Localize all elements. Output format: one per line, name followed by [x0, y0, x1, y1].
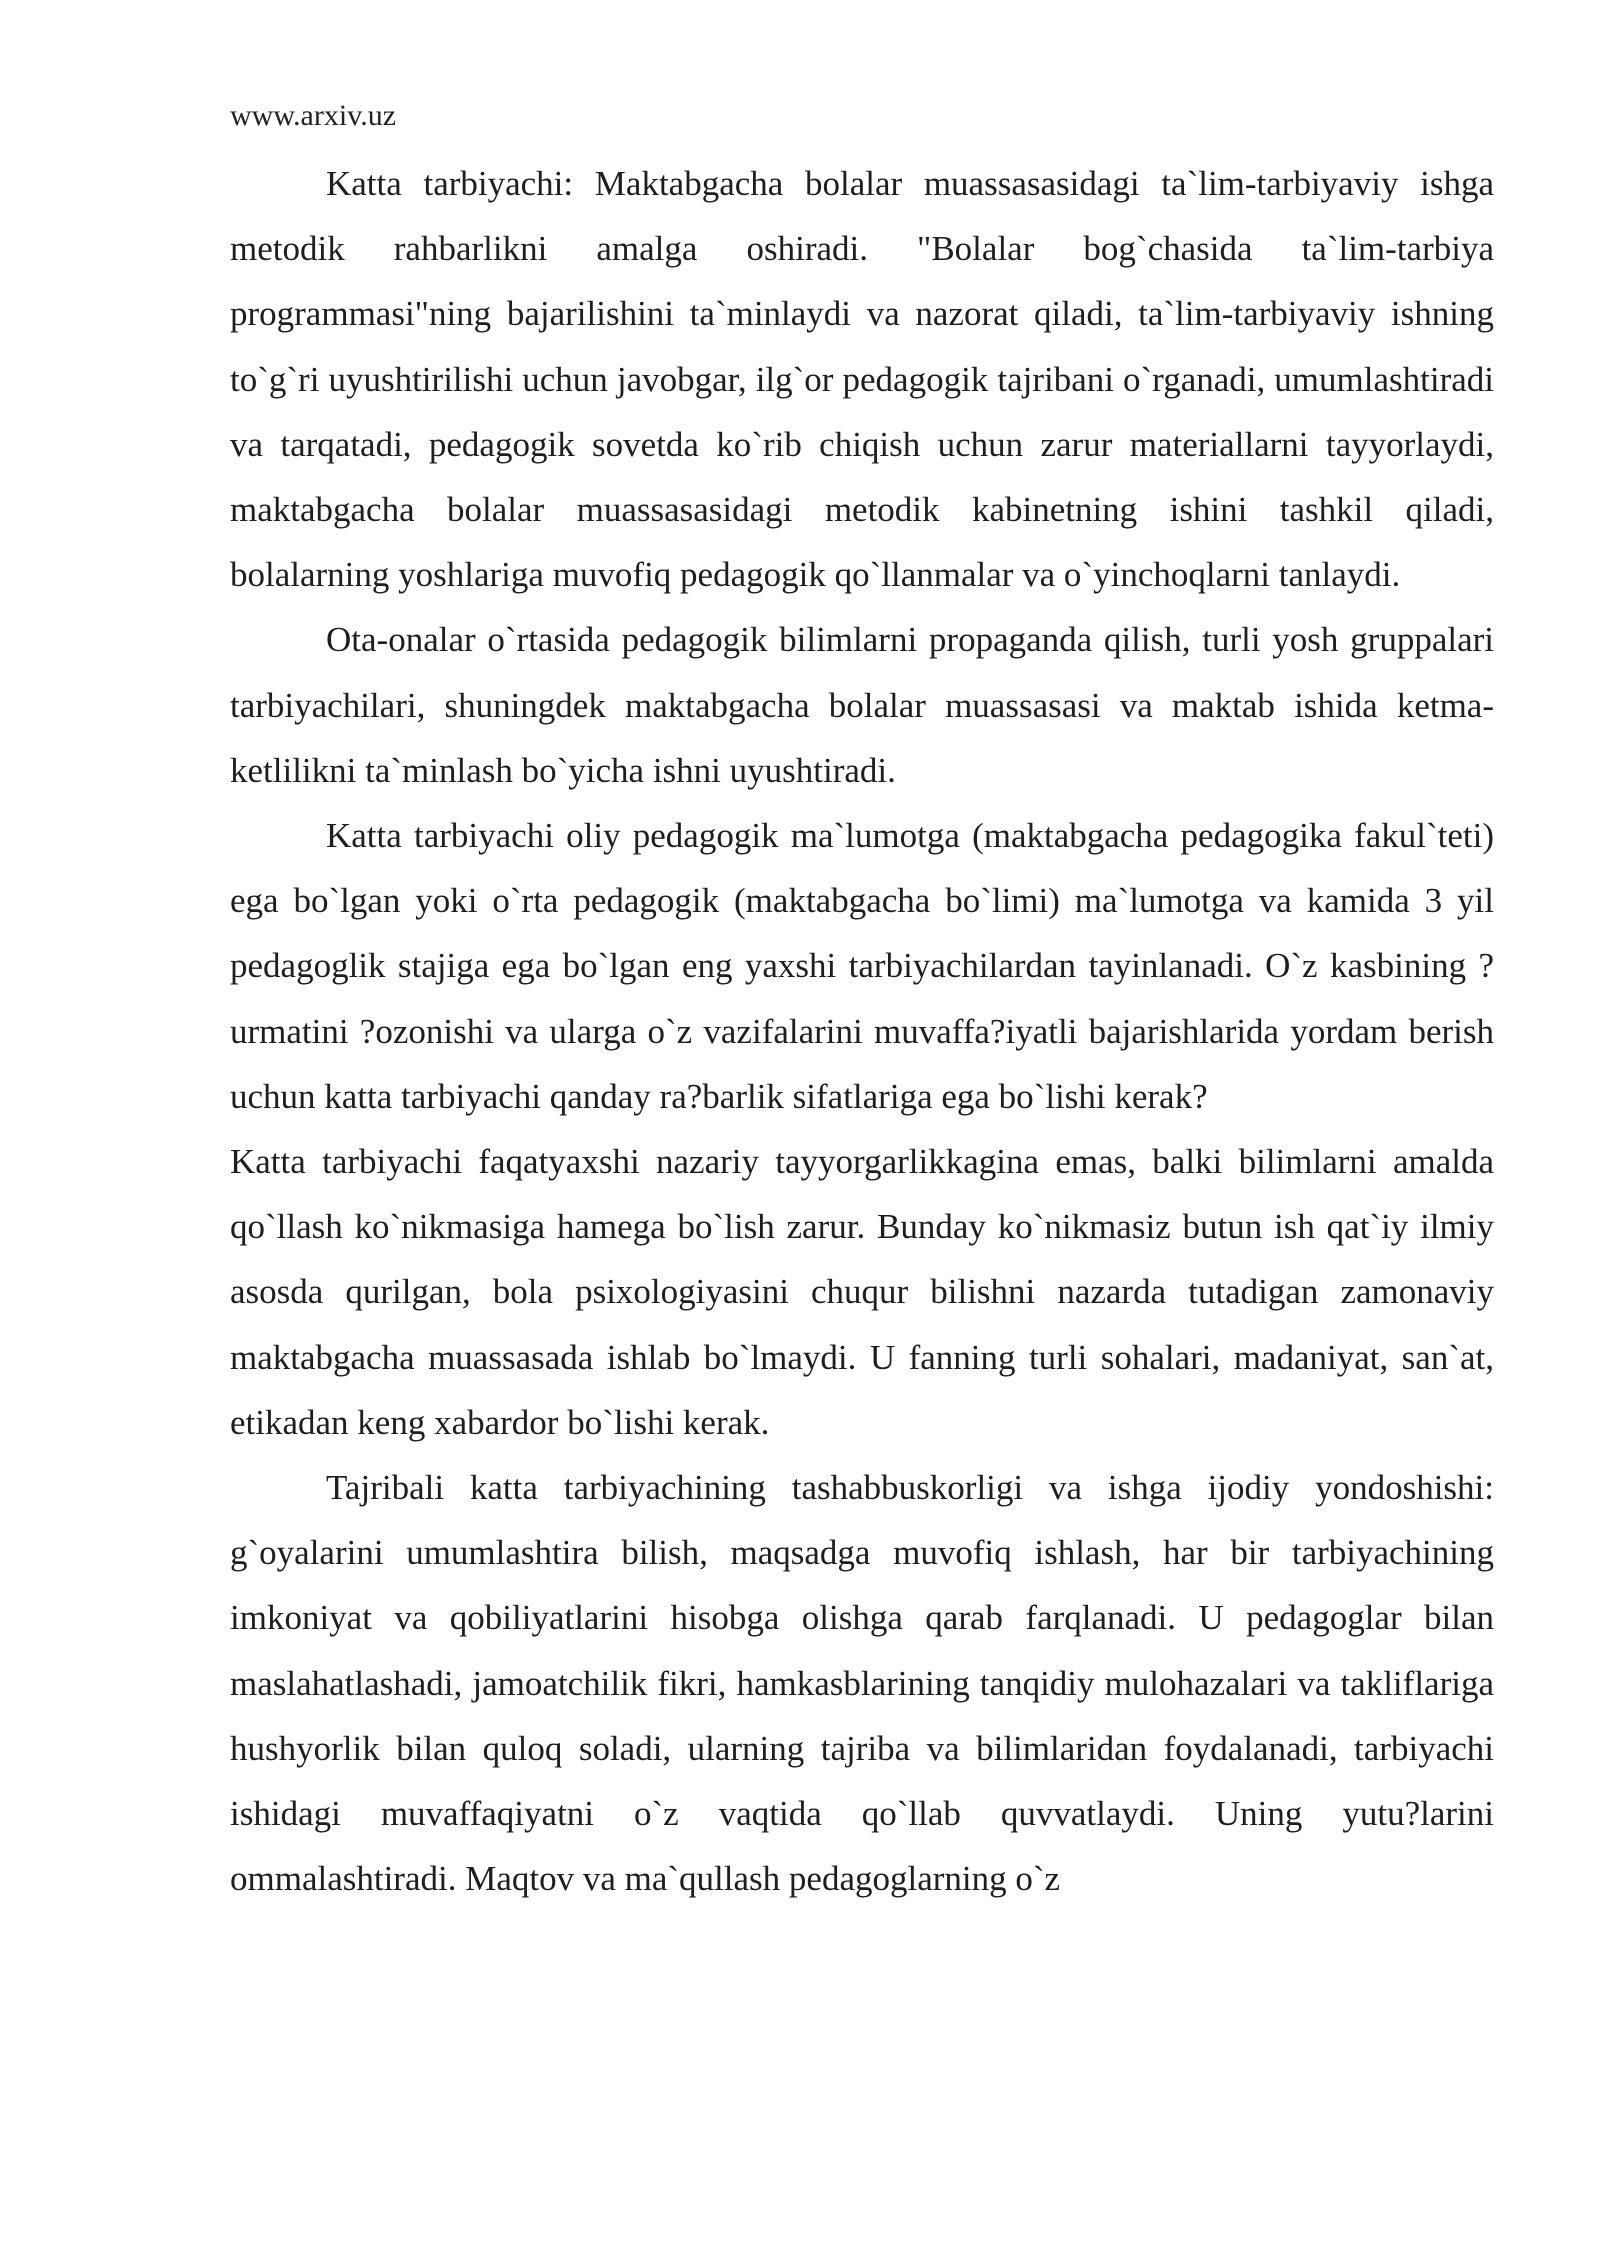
paragraph-1: Katta tarbiyachi: Maktabgacha bolalar muassasasidagi ta`lim-tarbiyaviy ishga metodik rahbarlikni amalga oshiradi. "Bolalar bog`chasida ta`lim-tarbiya programmasi"ning bajarilishini ta`minlaydi va nazorat qiladi, ta`lim-tarbiyaviy ishning to`g`ri uyushtirilishi uchun javobgar, ilg`or pedagogik tajribani o`rganadi, umumlashtiradi va tarqatadi, pedagogik sovetda ko`rib chiqish uchun zarur materiallarni tayyorlaydi, maktabgacha bolalar muassasasidagi metodik kabinetning ishini tashkil qiladi, bolalarning yoshlariga muvofiq pedagogik qo`llanmalar va o`yinchoqlarni tanlaydi.	[230, 164, 1494, 595]
paragraph-5: Tajribali katta tarbiyachining tashabbuskorligi va ishga ijodiy yondoshishi: g`oyalarini umumlashtira bilish, maqsadga muvofiq ishlash, har bir tarbiyachining imkoniyat va qobiliyatlarini hisobga olishga qarab farqlanadi. U pedagoglar bilan maslahatlashadi, jamoatchilik fikri, hamkasblarining tanqidiy mulohazalari va takliflariga hushyorlik bilan quloq soladi, ularning tajriba va bilimlaridan foydalanadi, tarbiyachi ishidagi muvaffaqiyatni o`z vaqtida qo`llab quvvatlaydi. Uning yutu?larini ommalashtiradi. Maqtov va ma`qullash pedagoglarning o`z	[230, 1468, 1494, 1899]
paragraph-2: Ota-onalar o`rtasida pedagogik bilimlarni propaganda qilish, turli yosh gruppalari tarbiyachilari, shuningdek maktabgacha bolalar muassasasi va maktab ishida ketma-ketlilikni ta`minlash bo`yicha ishni uyushtiradi.	[230, 620, 1494, 790]
document-body	[230, 151, 1494, 1911]
paragraph-3: Katta tarbiyachi oliy pedagogik ma`lumotga (maktabgacha pedagogika fakul`teti) ega bo`lgan yoki o`rta pedagogik (maktabgacha bo`limi) ma`lumotga va kamida 3 yil pedagoglik stajiga ega bo`lgan eng yaxshi tarbiyachilardan tayinlanadi. O`z kasbining ?urmatini ?ozonishi va ularga o`z vazifalarini muvaffa?iyatli bajarishlarida yordam berish uchun katta tarbiyachi qanday ra?barlik sifatlariga ega bo`lishi kerak?	[230, 816, 1494, 1116]
paragraph-4: Katta tarbiyachi faqatyaxshi nazariy tayyorgarlikkagina emas, balki bilimlarni amalda qo`llash ko`nikmasiga hamega bo`lish zarur. Bunday ko`nikmasiz butun ish qat`iy ilmiy asosda qurilgan, bola psixologiyasini chuqur bilishni nazarda tutadigan zamonaviy maktabgacha muassasada ishlab bo`lmaydi. U fanning turli sohalari, madaniyat, san`at, etikadan keng xabardor bo`lishi kerak.	[230, 1142, 1494, 1442]
page-header-site: www.arxiv.uz	[230, 99, 397, 132]
